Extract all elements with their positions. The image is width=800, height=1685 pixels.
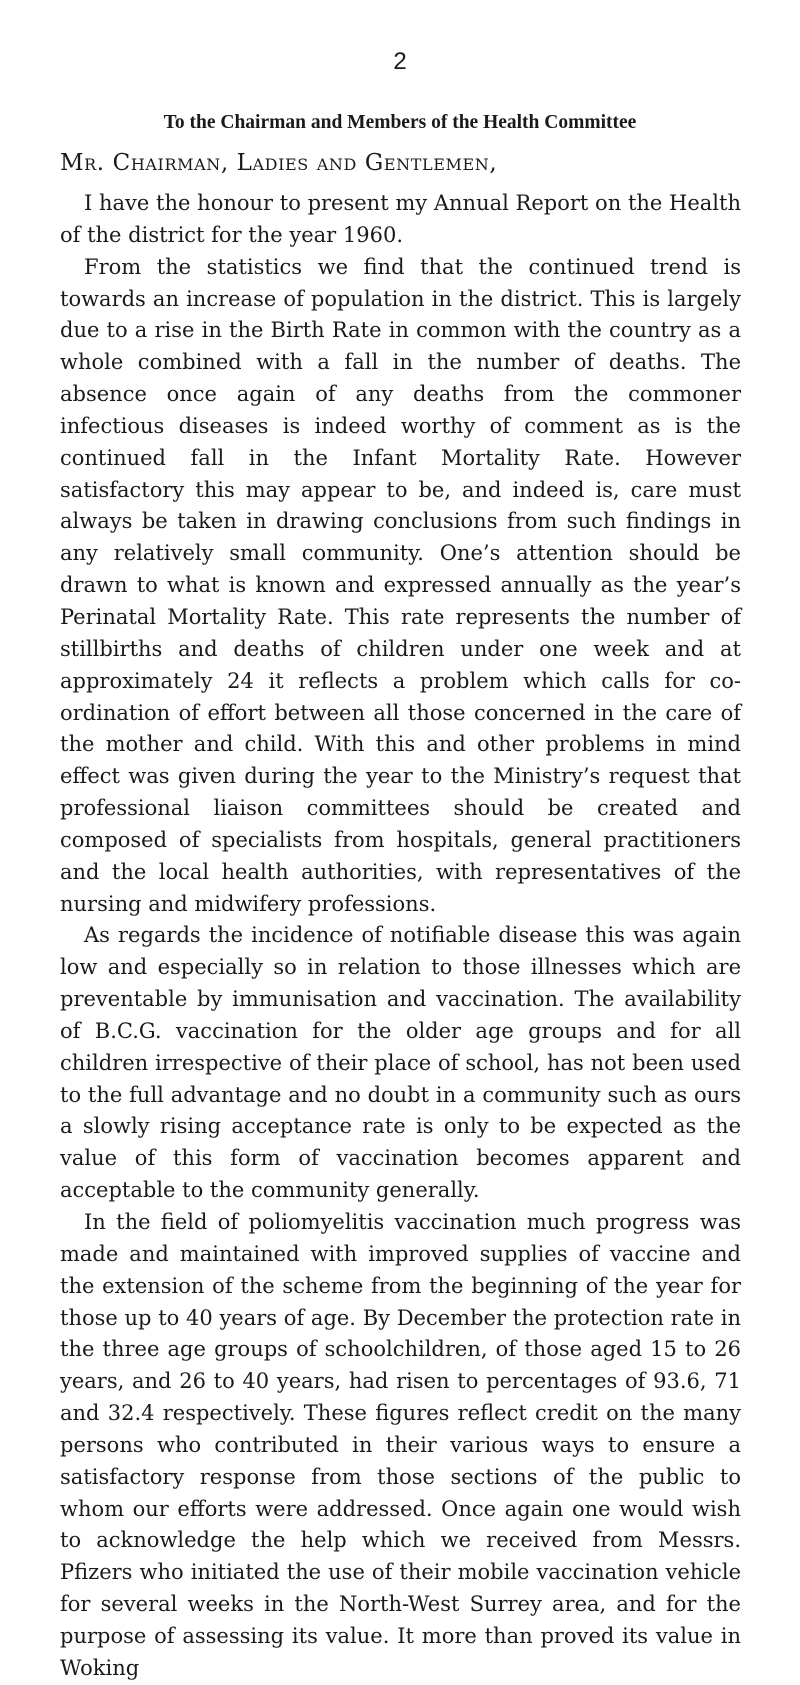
report-heading: To the Chairman and Members of the Health Committee [163, 112, 637, 133]
paragraph-notifiable-disease: As regards the incidence of notifiable disease this was again low and especially so in relation to those illnesses which are preventable by immunisation and vaccination. The availability of B.C.G. vaccination for the older age groups and for all children irrespective of their place of school, has not been used to the full advantage and no doubt in a community such as ours a slowly rising acceptance rate is only to be expected as the value of this form of vaccination becomes apparent and acceptable to the community generally. [60, 923, 741, 1203]
paragraph-statistics: From the statistics we find that the continued trend is towards an increase of population in the district. This is largely due to a rise in the Birth Rate in common with the country as a whole combined with a fall in the number of deaths. The absence once again of any deaths from the commoner infectious diseases is indeed worthy of comment as is the continued fall in the Infant Mortality Rate. However satisfactory this may appear to be, and indeed is, care must always be taken in drawing conclusions from such findings in any relatively small community. One’s attention should be drawn to what is known and expressed annually as the year’s Perinatal Mortality Rate. This rate represents the number of stillbirths and deaths of children under one week and at approximately 24 it reflects a problem which calls for co-ordination of effort between all those concerned in the care of the mother and child. With this and other problems in mind effect was given during the year to the Ministry’s request that professional liaison committees should be created and composed of specialists from hospitals, general practitioners and the local health authorities, with representatives of the nursing and midwifery professions. [60, 254, 741, 916]
paragraph-poliomyelitis: In the field of poliomyelitis vaccination much progress was made and maintained with improved supplies of vaccine and the extension of the scheme from the beginning of the year for those up to 40 years of age. By December the protection rate in the three age groups of schoolchildren, of those aged 15 to 26 years, and 26 to 40 years, had risen to percentages of 93.6, 71 and 32.4 respectively. These figures reflect credit on the many persons who contributed in their various ways to ensure a satisfactory response from those sections of the public to whom our efforts were addressed. Once again one would wish to acknowledge the help which we received from Messrs. Pfizers who initiated the use of their mobile vaccination vehicle for several weeks in the North-West Surrey area, and for the purpose of assessing its value. It more than proved its value in Woking [60, 1210, 741, 1680]
paragraph-introduction: I have the honour to present my Annual Report on the Health of the district for the year 1960. [60, 191, 741, 247]
salutation: Mr. Chairman, Ladies and Gentlemen, [60, 150, 498, 176]
report-body [60, 188, 741, 1685]
page-number: 2 [393, 48, 407, 75]
